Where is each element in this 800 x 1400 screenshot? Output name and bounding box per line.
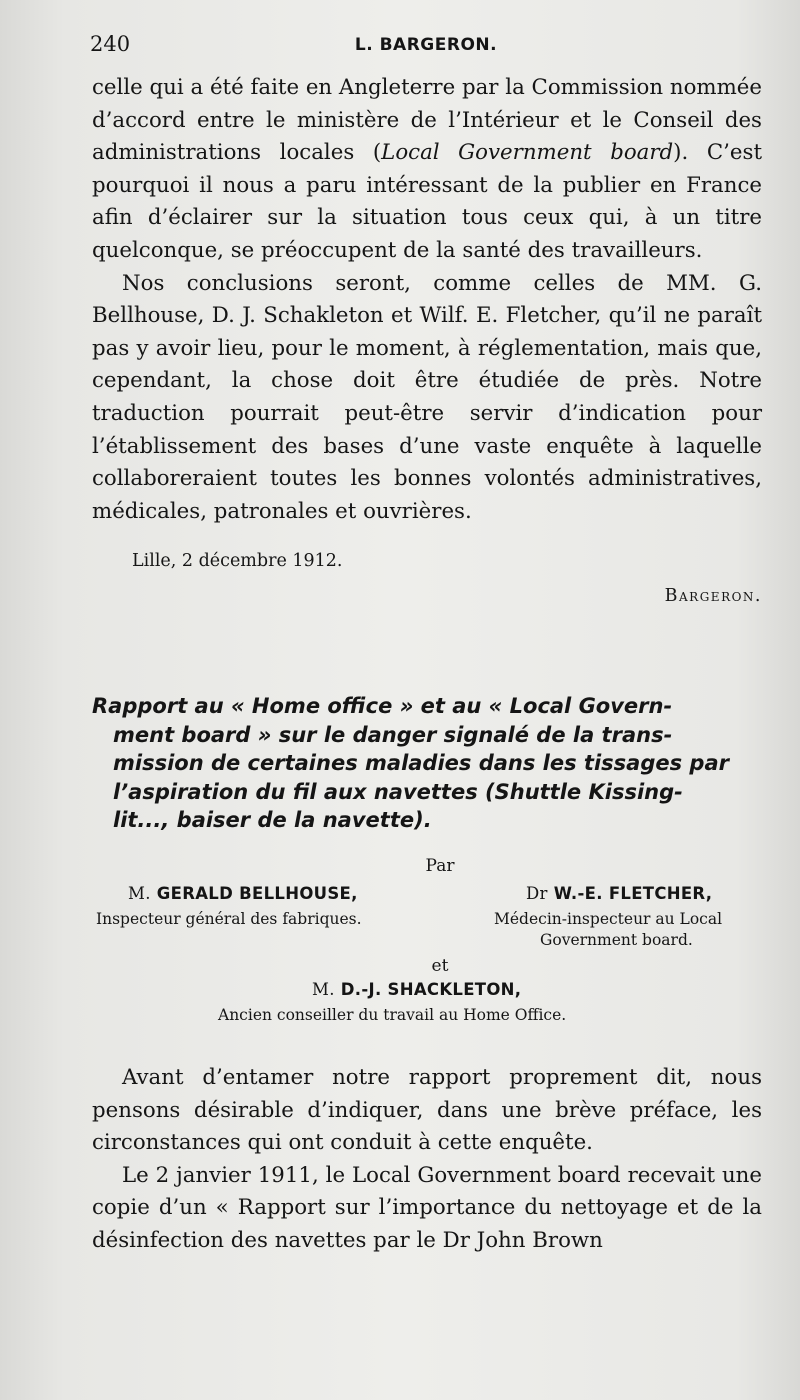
author-2-role-line-1: Médecin-inspecteur au Local	[494, 910, 723, 928]
intro-paragraph-2: Nos conclusions seront, comme celles de MM. G. Bellhouse, D. J. Schakleton et Wilf. E. Fletcher, qu’il ne paraît pas y avoir lieu, pour le moment, à réglementation, mais que, cependant, la chose doit être étudiée de près. Notre traduction pourrait peut-être servir d’indication pour l’établissement des bases d’une vaste enquête à laquelle collaboreraient toutes les bonnes volontés administratives, médicales, patronales et ouvrières.	[92, 270, 762, 524]
report-paragraph-1: Avant d’entamer notre rapport proprement dit, nous pensons désirable d’indiquer, dans une brève préface, les circonstances qui ont conduit à cette enquête.	[92, 1065, 762, 1156]
author-1-role: Inspecteur général des fabriques.	[96, 910, 362, 928]
report-title	[92, 692, 764, 835]
report-title-line: ment board » sur le danger signalé de la trans-	[113, 722, 673, 747]
author-2-role	[494, 909, 766, 951]
and-label: et	[431, 956, 449, 976]
report-body	[92, 1062, 762, 1258]
author-1	[128, 884, 358, 903]
intro-paragraph-1	[92, 72, 762, 268]
author-2-name: W.-E. FLETCHER,	[553, 884, 713, 903]
intro-paragraph-1-text-b: ). C’est pourquoi il nous a paru intéressant de la publier en France afin d’éclairer sur la situation tous ceux qui, à un titre quelconque, se préoccupent de la santé des travailleurs.	[92, 140, 763, 263]
running-head: L. BARGERON.	[354, 35, 498, 55]
author-3-prefix: M.	[312, 980, 335, 999]
intro-paragraph-1-italic: Local Government board	[381, 140, 674, 166]
author-2-role-line-2: Government board.	[540, 931, 693, 949]
author-3	[312, 980, 521, 999]
signoff-block	[92, 548, 762, 616]
report-title-line: mission de certaines maladies dans les tissages par	[113, 751, 729, 775]
page-header	[90, 32, 762, 62]
signature: Bargeron.	[664, 586, 762, 606]
author-1-name: GERALD BELLHOUSE,	[156, 884, 358, 903]
author-3-name: D.-J. SHACKLETON,	[340, 980, 522, 999]
report-paragraph-2: Le 2 janvier 1911, le Local Government board recevait une copie d’un « Rapport sur l’importance du nettoyage et de la désinfection des navettes par le Dr John Brown	[92, 1162, 762, 1253]
page-number: 240	[90, 32, 131, 56]
author-3-role: Ancien conseiller du travail au Home Office.	[218, 1006, 567, 1024]
intro-paragraph-1-text-a: celle qui a été faite en Angleterre par la Commission nommée d’accord entre le ministère de l’Intérieur et le Conseil des administrations locales (	[92, 75, 762, 166]
place-date: Lille, 2 décembre 1912.	[132, 551, 343, 571]
author-1-prefix: M.	[128, 884, 151, 903]
report-title-line: l’aspiration du fil aux navettes (Shuttle Kissing-	[113, 779, 683, 804]
by-label: Par	[425, 856, 455, 876]
intro-text	[92, 72, 762, 528]
report-title-block	[92, 692, 764, 835]
author-2-prefix: Dr	[526, 884, 548, 903]
author-2	[526, 884, 712, 903]
report-title-line: Rapport au « Home office » et au « Local Govern-	[92, 694, 673, 718]
report-title-line: lit..., baiser de la navette).	[113, 808, 432, 832]
